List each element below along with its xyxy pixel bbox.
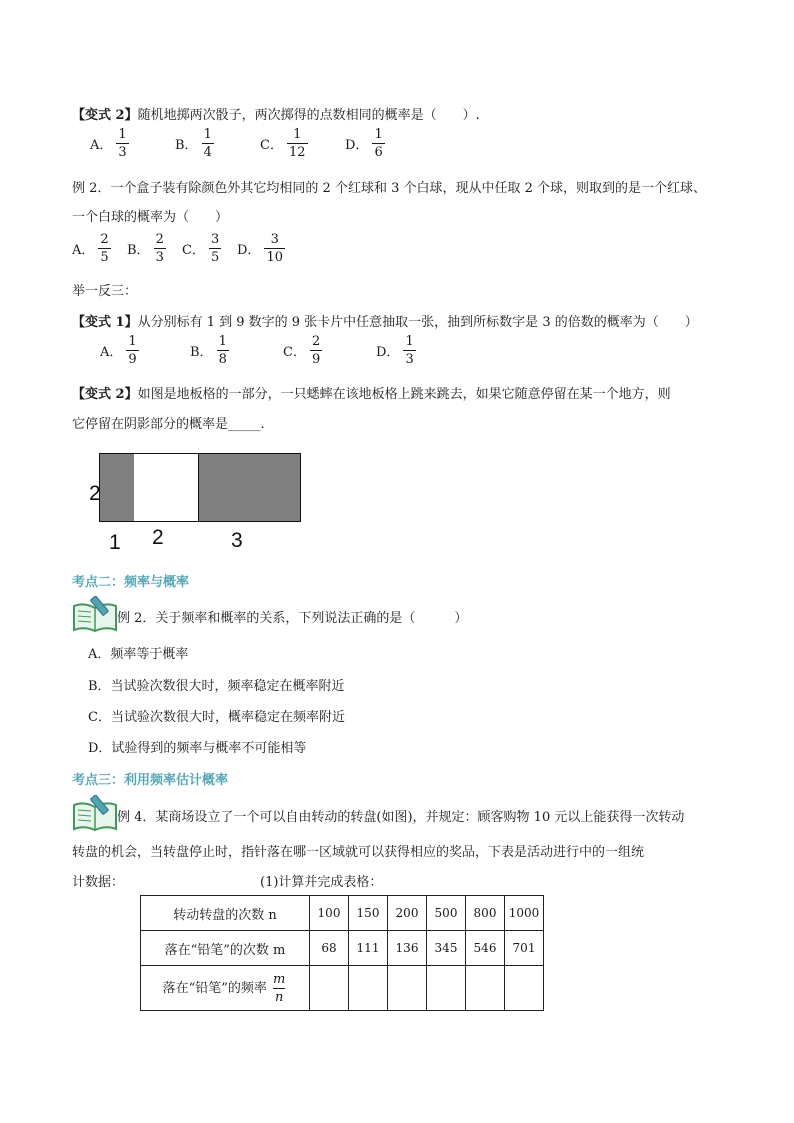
book-pencil-icon [72,795,118,835]
kp2-option-c: C．当试验次数很大时，概率稳定在频率附近 [88,710,345,725]
option-b: B． $\frac{1}{8}$ [190,334,227,367]
variant2-dice-options [90,128,385,159]
width-label-2: 2 [152,526,164,549]
variant-tag: 【变式 2】 [72,387,138,402]
section-heading-kp2: 考点二：频率与概率 [72,575,190,590]
option-d: D． $\frac{1}{3}$ [376,334,414,367]
fraction: $\frac{1}{3}$ [405,334,414,367]
fraction: $\frac{2}{5}$ [100,232,109,265]
option-b: B． $\frac{2}{3}$ [127,232,164,265]
table-cell: 136 [388,931,427,966]
height-label: 2 [89,482,101,505]
fraction: $\frac{1}{9}$ [128,334,137,367]
table-cell: 546 [466,931,505,966]
row-label: 落在“铅笔”的频率 [162,980,267,996]
fraction: $\frac{1}{4}$ [203,127,212,160]
empty-answer-cell[interactable] [388,966,427,1011]
kp2-option-b: B．当试验次数很大时，频率稳定在概率附近 [88,679,345,694]
table-row [141,931,544,966]
option-c: C． $\frac{1}{12}$ [260,127,306,160]
fraction: $\frac{m}{n}$ [273,971,286,1005]
option-a: A． $\frac{2}{5}$ [72,232,109,265]
book-pencil-icon [72,596,118,636]
option-c: C． $\frac{2}{9}$ [283,334,321,367]
variant2-dice-question [72,104,480,123]
variant-tag: 【变式 1】 [72,315,138,330]
kp3-line3b: (1)计算并完成表格： [260,875,383,890]
empty-answer-cell[interactable] [466,966,505,1011]
table-cell: 345 [427,931,466,966]
kp2-option-d: D．试验得到的频率与概率不可能相等 [88,741,307,756]
variant1-question [72,311,698,330]
table-cell: 68 [310,931,349,966]
kp3-line1: 例 4．某商场设立了一个可以自由转动的转盘(如图)，并规定：顾客购物 10 元以上能获得一次转动 [117,810,685,825]
table-cell: 150 [349,896,388,931]
section-heading-kp3: 考点三：利用频率估计概率 [72,773,229,788]
kp3-line2: 转盘的机会，当转盘停止时，指针落在哪一区域就可以获得相应的奖品，下表是活动进行中的一组统 [72,845,645,860]
option-a: A． $\frac{1}{9}$ [100,334,137,367]
option-c: C． $\frac{3}{5}$ [182,232,220,265]
fraction: $\frac{2}{9}$ [311,334,321,367]
table-cell: 111 [349,931,388,966]
row-header [141,966,310,1011]
example2-options [72,233,285,264]
example2-line1: 例 2．一个盒子装有除颜色外其它均相同的 2 个红球和 3 个白球，现从中任取 2 个球，则取到的是一个红球、 [72,181,707,196]
kp2-question: 例 2．关于频率和概率的关系，下列说法正确的是（ ） [117,611,468,626]
question-text: 随机地掷两次骰子，两次掷得的点数相同的概率是（ ）. [137,108,480,123]
empty-answer-cell[interactable] [427,966,466,1011]
variant2-floor-line1 [72,383,671,402]
table-cell: 1000 [505,896,544,931]
shaded-region-right [198,453,301,522]
option-b: B． $\frac{1}{4}$ [175,127,212,160]
fraction: $\frac{2}{3}$ [155,232,164,265]
empty-answer-cell[interactable] [505,966,544,1011]
fraction: $\frac{1}{12}$ [288,127,306,160]
question-text: 从分别标有 1 到 9 数字的 9 张卡片中任意抽取一张，抽到所标数字是 3 的倍数的概率为（ ） [137,315,698,330]
fraction: $\frac{3}{5}$ [210,232,220,265]
variant1-options [100,335,416,366]
frequency-table [140,895,544,1011]
empty-answer-cell[interactable] [349,966,388,1011]
table-cell: 500 [427,896,466,931]
table-row [141,966,544,1011]
fraction: $\frac{1}{8}$ [218,334,227,367]
table-cell: 200 [388,896,427,931]
table-cell: 701 [505,931,544,966]
width-label-1: 1 [109,531,121,554]
kp3-line3a: 计数据： [72,875,125,890]
row-header: 转动转盘的次数 n [141,896,310,931]
example2-line2: 一个白球的概率为（ ） [72,210,229,225]
table-cell: 800 [466,896,505,931]
empty-answer-cell[interactable] [310,966,349,1011]
practice-heading: 举一反三： [72,284,138,299]
table-row [141,896,544,931]
table-cell: 100 [310,896,349,931]
blank-region [134,453,198,522]
question-text: 如图是地板格的一部分，一只蟋蟀在该地板格上跳来跳去，如果它随意停留在某一个地方，则 [137,387,671,402]
variant2-floor-line2: 它停留在阴影部分的概率是_____. [72,417,265,432]
option-d: D． $\frac{3}{10}$ [237,232,283,265]
fraction: $\frac{1}{6}$ [374,127,383,160]
kp2-option-a: A．频率等于概率 [88,647,189,662]
fraction: $\frac{3}{10}$ [266,232,283,265]
row-header: 落在“铅笔”的次数 m [141,931,310,966]
variant-tag: 【变式 2】 [72,108,138,123]
fraction: $\frac{1}{3}$ [118,127,127,160]
option-a: A． $\frac{1}{3}$ [90,127,127,160]
option-d: D． $\frac{1}{6}$ [345,127,383,160]
width-label-3: 3 [231,529,243,552]
shaded-region-left [99,453,135,522]
